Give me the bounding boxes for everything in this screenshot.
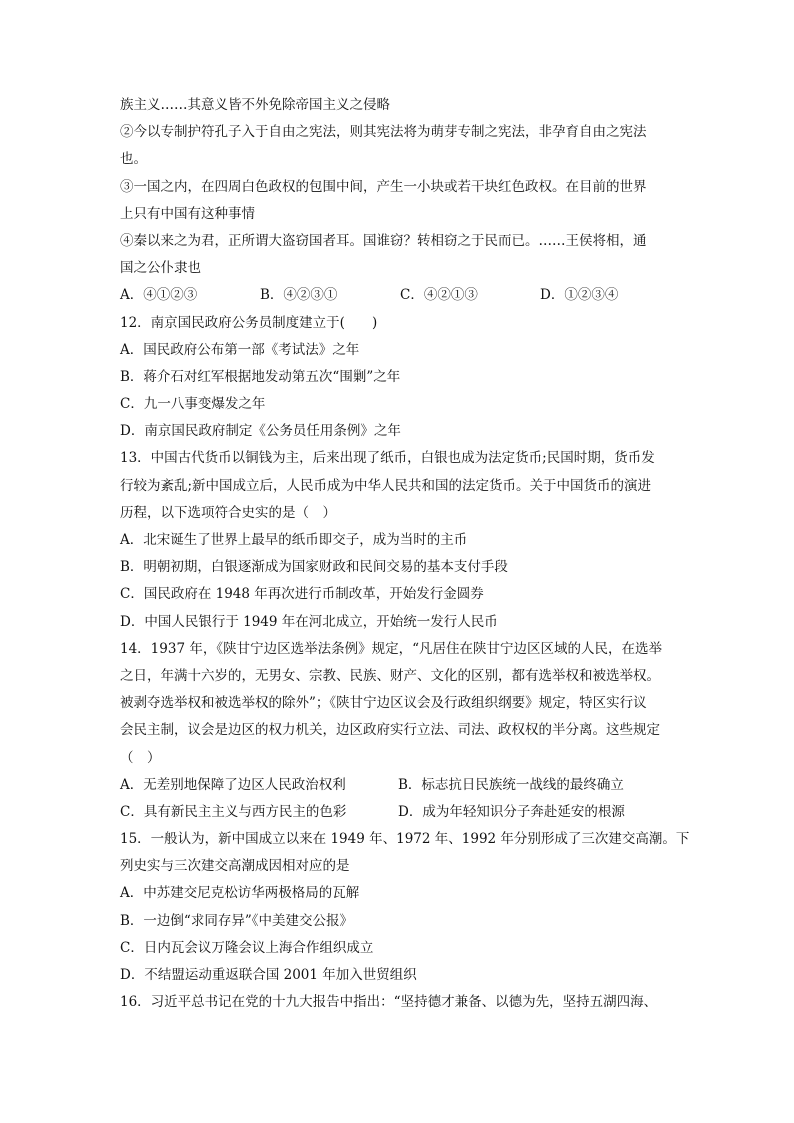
option-d: D．①②③④	[540, 287, 619, 304]
option-d: D．南京国民政府制定《公务员任用条例》之年	[120, 423, 401, 440]
option-c: C．九一八事变爆发之年	[120, 396, 266, 413]
option-b: B．蒋介石对红军根据地发动第五次“围剿”之年	[120, 368, 401, 385]
question-stem-line: 16．习近平总书记在党的十九大报告中指出：“坚持德才兼备、以德为先，坚持五湖四海、	[120, 994, 658, 1011]
option-b: B．④②③①	[260, 287, 338, 304]
question-stem-line: 13．中国古代货币以铜钱为主，后来出现了纸币，白银也成为法定货币;民国时期，货币发	[120, 450, 655, 467]
question-stem-line: 14．1937 年，《陕甘宁边区选举法条例》规定，“凡居住在陕甘宁边区区域的人民，在选举	[120, 640, 662, 657]
text-line: 也。	[120, 151, 147, 168]
option-b: B．标志抗日民族统一战线的最终确立	[398, 776, 624, 793]
text-line: ④秦以来之为君，正所谓大盗窃国者耳。国谁窃？转相窃之于民而已。……王侯将相，通	[120, 232, 647, 249]
question-13	[120, 445, 682, 635]
text-line: 上只有中国有这种事情	[120, 205, 255, 222]
q11-continuation	[120, 92, 682, 310]
option-a: A．④①②③	[120, 287, 198, 304]
question-stem-line: 列史实与三次建交高潮成因相对应的是	[120, 858, 350, 875]
option-c: C．国民政府在 1948 年再次进行币制改革，开始发行金圆券	[120, 586, 484, 603]
option-c: C．④②①③	[400, 287, 478, 304]
option-c: C．日内瓦会议万隆会议上海合作组织成立	[120, 939, 374, 956]
q14-options-row-1	[120, 772, 682, 799]
text-line: ③一国之内，在四周白色政权的包围中间，产生一小块或若干块红色政权。在目前的世界	[120, 178, 647, 195]
q14-options-row-2	[120, 799, 682, 826]
question-stem-line: 之日，年满十六岁的，无男女、宗教、民族、财产、文化的区别，都有选举权和被选举权。	[120, 667, 660, 684]
question-16	[120, 989, 682, 1016]
option-c: C．具有新民主主义与西方民主的色彩	[120, 803, 347, 820]
text-line: 国之公仆隶也	[120, 260, 201, 277]
option-a: A．无差别地保障了边区人民政治权利	[120, 776, 346, 793]
question-stem-line: 会民主制，议会是边区的权力机关，边区政府实行立法、司法、政权权的半分离。这些规定	[120, 722, 660, 739]
option-d: D．成为年轻知识分子奔赴延安的根源	[398, 803, 625, 820]
text-line: ②今以专制护符孔子入于自由之宪法，则其宪法将为萌芽专制之宪法，非孕育自由之宪法	[120, 124, 647, 141]
q11-options	[120, 282, 682, 309]
option-a: A．国民政府公布第一部《考试法》之年	[120, 341, 360, 358]
option-a: A．北宋诞生了世界上最早的纸币即交子，成为当时的主币	[120, 532, 468, 548]
exam-page	[120, 92, 690, 1016]
option-b: B．明朝初期，白银逐渐成为国家财政和民间交易的基本支付手段	[120, 559, 508, 576]
question-stem-line: 行较为紊乱;新中国成立后，人民币成为中华人民共和国的法定货币。关于中国货币的演进	[120, 477, 652, 494]
text-line: 族主义……其意义皆不外免除帝国主义之侵略	[120, 97, 390, 113]
option-d: D．不结盟运动重返联合国 2001 年加入世贸组织	[120, 967, 417, 983]
question-14	[120, 636, 682, 826]
question-stem: 12．南京国民政府公务员制度建立于( )	[120, 314, 378, 331]
option-a: A．中苏建交尼克松访华两极格局的瓦解	[120, 885, 360, 902]
question-12	[120, 310, 682, 446]
question-stem-line: 被剥夺选举权和被选举权的除外”；《陕甘宁边区议会及行政组织纲要》规定，特区实行议	[120, 695, 647, 712]
question-15	[120, 826, 690, 989]
question-stem-line: 15．一般认为，新中国成立以来在 1949 年、1972 年、1992 年分别形成了三次建交高潮。下	[120, 831, 690, 848]
option-b: B．一边倒“求同存异”《中美建交公报》	[120, 912, 353, 929]
question-stem-line: 历程，以下选项符合史实的是（ ）	[120, 504, 336, 521]
option-d: D．中国人民银行于 1949 年在河北成立，开始统一发行人民币	[120, 613, 498, 630]
question-stem-line: （ ）	[120, 749, 161, 766]
